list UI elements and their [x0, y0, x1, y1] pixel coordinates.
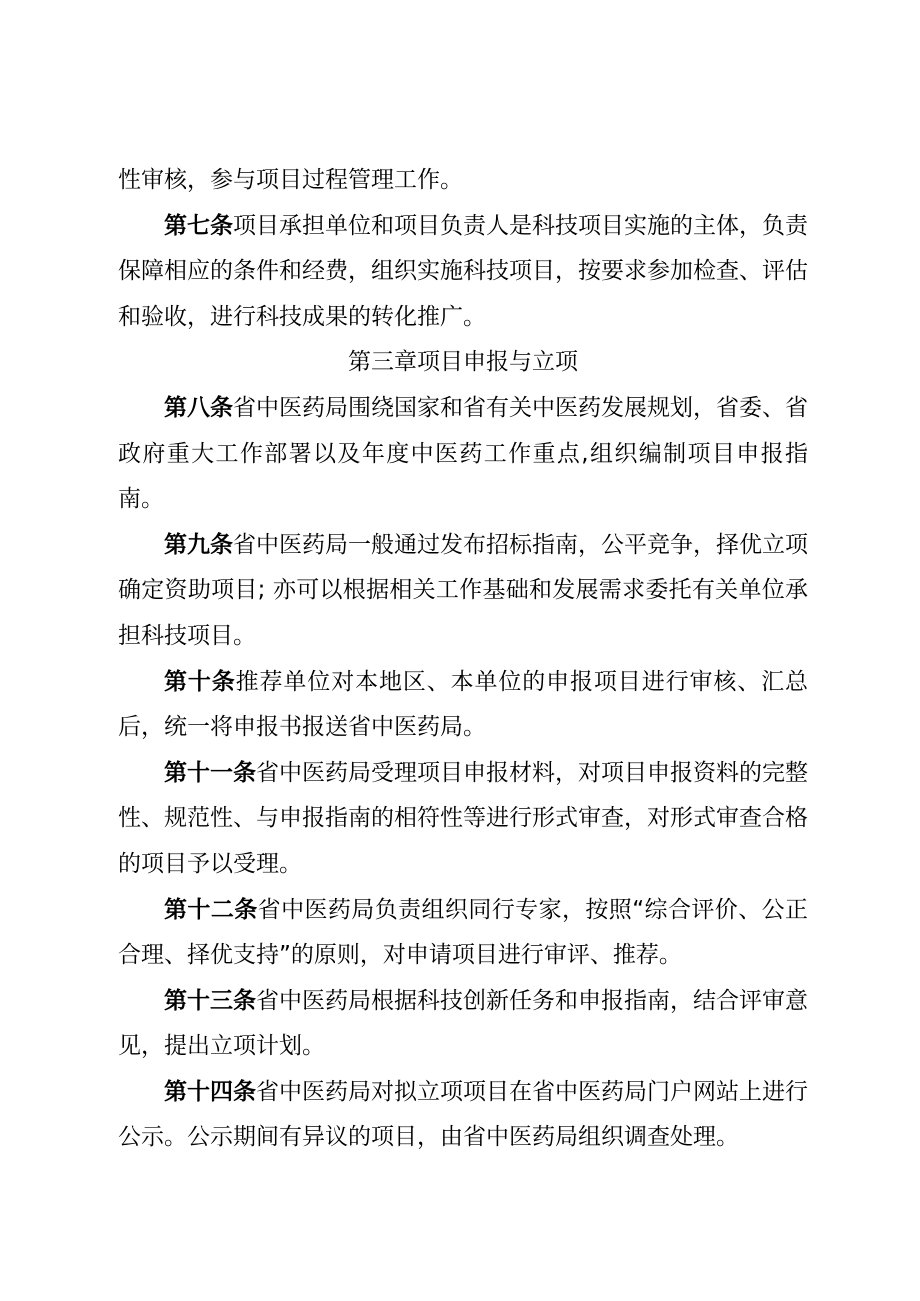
article-label: 第十二条	[164, 896, 258, 923]
chapter-heading: 第三章项目申报与立项	[348, 349, 578, 376]
article-text: 省中医药局围绕国家和省有关中医药发展规划，省委、省政府重大工作部署以及年度中医药工作重点,组织编制项目申报指南。	[118, 394, 808, 513]
article-10	[118, 660, 808, 751]
article-text: 项目承担单位和项目负责人是科技项目实施的主体，负责保障相应的条件和经费，组织实施科技项目，按要求参加检查、评估和验收，进行科技成果的转化推广。	[118, 212, 808, 330]
document-page	[118, 158, 808, 1161]
article-8	[118, 386, 808, 523]
article-14	[118, 1070, 808, 1161]
article-7	[118, 204, 808, 341]
article-label: 第十条	[164, 668, 236, 695]
article-text: 省中医药局对拟立项项目在省中医药局门户网站上进行公示。公示期间有异议的项目，由省中医药局组织调查处理。	[118, 1078, 808, 1151]
article-label: 第七条	[164, 212, 233, 239]
article-text: 省中医药局受理项目申报材料，对项目申报资料的完整性、规范性、与申报指南的相符性等进行形式审查，对形式审查合格的项目予以受理。	[118, 759, 808, 877]
article-label: 第九条	[164, 531, 233, 558]
article-12	[118, 888, 808, 979]
article-text: 省中医药局一般通过发布招标指南，公平竞争，择优立项确定资助项目; 亦可以根据相关工作基础和发展需求委托有关单位承担科技项目。	[118, 531, 808, 649]
article-13	[118, 979, 808, 1070]
article-text: 省中医药局根据科技创新任务和申报指南，结合评审意见，提出立项计划。	[118, 987, 808, 1060]
article-label: 第八条	[164, 394, 233, 421]
article-label: 第十一条	[164, 759, 256, 786]
paragraph-continuation	[118, 158, 808, 204]
article-9	[118, 523, 808, 660]
article-11	[118, 751, 808, 888]
article-text: 省中医药局负责组织同行专家，按照“综合评价、公正合理、择优支持”的原则，对申请项目进行审评、推荐。	[118, 896, 809, 969]
article-label: 第十三条	[164, 987, 256, 1014]
paragraph-text: 性审核，参与项目过程管理工作。	[118, 167, 463, 193]
article-label: 第十四条	[164, 1078, 256, 1105]
article-text: 推荐单位对本地区、本单位的申报项目进行审核、汇总后，统一将申报书报送省中医药局。	[118, 668, 809, 741]
